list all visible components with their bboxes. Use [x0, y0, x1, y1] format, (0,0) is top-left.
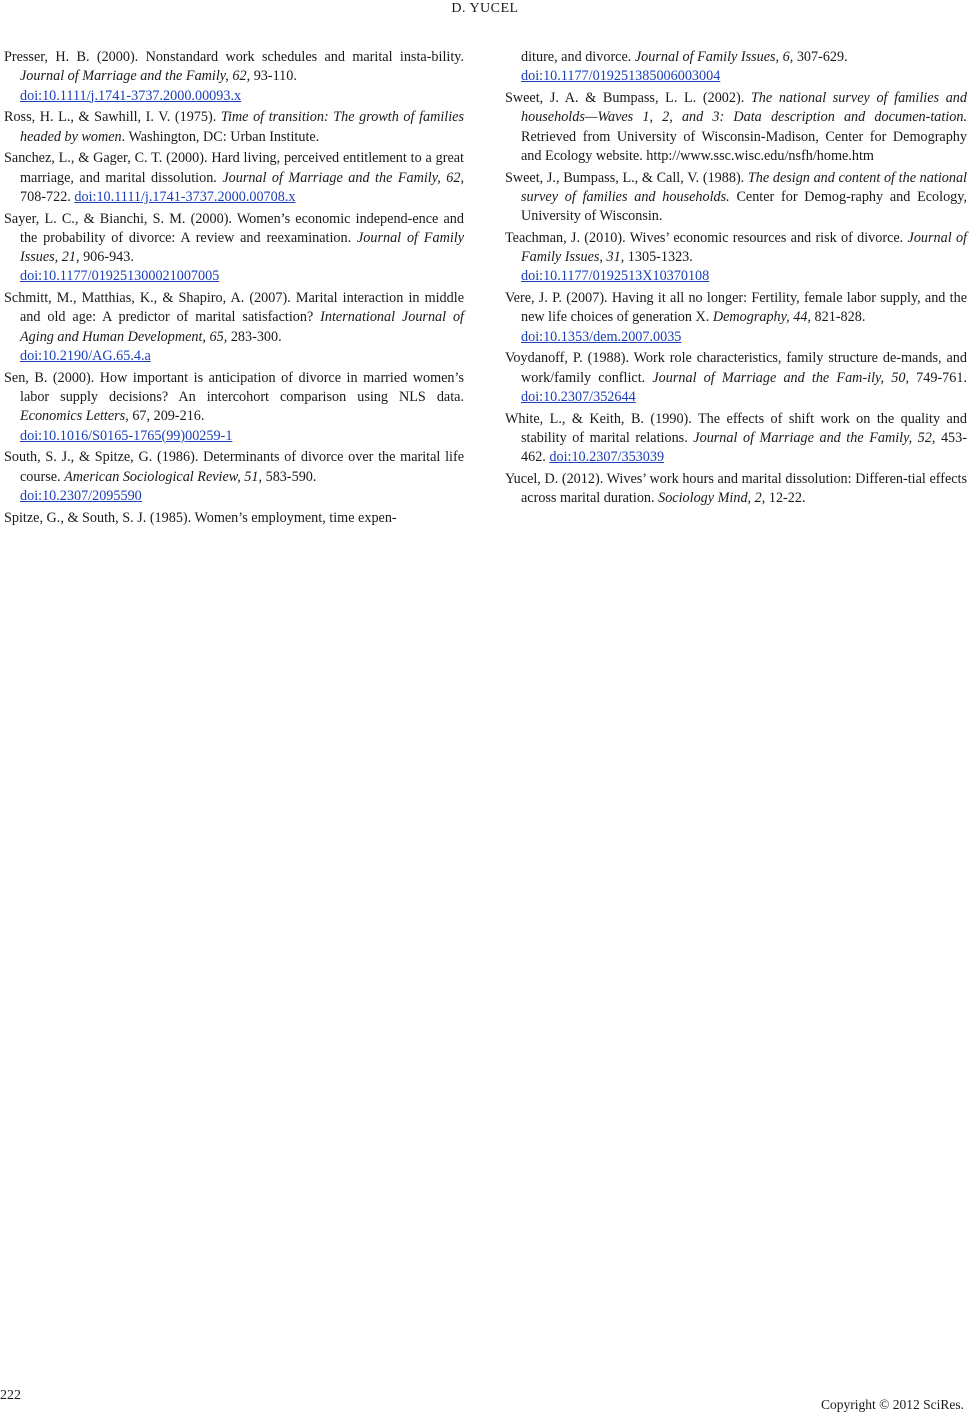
reference-text: Voydanoff, P. (1988). Work role characteristics, family structure de-mands, and work/family conflict. — [505, 350, 967, 386]
reference-details: 1305-1323. — [624, 249, 693, 266]
reference-text: Sweet, J. A. & Bumpass, L. L. (2002). — [505, 89, 751, 106]
reference-text: South, S. J., & Spitze, G. (1986). Determinants of divorce over the marital life course. — [4, 449, 464, 485]
reference-entry — [4, 108, 464, 147]
doi-link[interactable]: doi:10.1177/019251385006003004 — [521, 68, 721, 85]
reference-entry — [505, 48, 967, 87]
reference-text: Teachman, J. (2010). Wives’ economic resources and risk of divorce. — [505, 229, 908, 246]
reference-text: Spitze, G., & South, S. J. (1985). Women’s employment, time expen- — [4, 509, 397, 526]
reference-details: 708-722. — [20, 188, 75, 205]
reference-text: Sen, B. (2000). How important is anticipation of divorce in married women’s labor supply decisions? An intercohort comparison using NLS data. — [4, 369, 464, 405]
reference-source: Sociology Mind, 2, — [658, 490, 766, 507]
doi-link[interactable]: doi:10.1111/j.1741-3737.2000.00093.x — [20, 87, 242, 104]
reference-source: The design and content of the national survey of families and households. — [521, 169, 967, 205]
reference-text: diture, and divorce. — [521, 49, 635, 65]
reference-entry — [505, 349, 967, 407]
reference-source: Journal of Marriage and the Family, 52, — [693, 429, 936, 446]
references-left-column — [4, 48, 464, 530]
page-number: 222 — [0, 1388, 21, 1403]
reference-source: American Sociological Review, 51, — [64, 468, 263, 485]
reference-source: Journal of Family Issues, 31, — [521, 229, 967, 266]
reference-source: Demography, 44, — [712, 309, 811, 326]
reference-details: 283-300. — [227, 328, 282, 345]
doi-link[interactable]: doi:10.1111/j.1741-3737.2000.00708.x — [74, 188, 296, 205]
reference-details: 453-462. — [521, 429, 967, 466]
reference-entry — [505, 470, 967, 509]
reference-details: 749-761. — [909, 369, 968, 386]
reference-source: The national survey of families and households—Waves 1, 2, and 3: Data description and documen-tation. — [521, 89, 967, 126]
reference-details: Retrieved from University of Wisconsin-Madison, Center for Demography and Ecology website. http://www.ssc.wisc.edu/nsfh/home.htm — [521, 128, 967, 164]
doi-link[interactable]: doi:10.1353/dem.2007.0035 — [521, 328, 682, 345]
reference-source: Time of transition: The growth of families headed by women — [20, 109, 464, 145]
reference-details: 307-629. — [793, 49, 848, 65]
reference-details: 93-110. — [250, 68, 297, 85]
reference-entry — [4, 210, 464, 287]
reference-text: Sayer, L. C., & Bianchi, S. M. (2000). Women’s economic independ-ence and the probability of divorce: A review and reexamination. — [4, 210, 464, 246]
reference-entry — [4, 289, 464, 366]
reference-entry — [505, 229, 967, 287]
reference-entry — [505, 289, 967, 347]
reference-text: Schmitt, M., Matthias, K., & Shapiro, A. (2007). Marital interaction in middle and old age: A predictor of marital satisfaction? — [4, 290, 464, 326]
reference-source: Economics Letters — [20, 408, 126, 425]
reference-source: Journal of Marriage and the Family, 62, — [222, 169, 464, 186]
reference-text: Sweet, J., Bumpass, L., & Call, V. (1988). — [505, 169, 748, 186]
doi-link[interactable]: doi:10.2307/353039 — [549, 449, 665, 466]
reference-source: International Journal of Aging and Human Development, 65, — [20, 309, 464, 345]
reference-source: Journal of Marriage and the Family, 62, — [20, 68, 251, 85]
reference-details: . Washington, DC: Urban Institute. — [121, 128, 320, 145]
doi-link[interactable]: doi:10.2307/352644 — [521, 389, 636, 405]
reference-text: Ross, H. L., & Sawhill, I. V. (1975). — [4, 109, 221, 126]
reference-text: Yucel, D. (2012). Wives’ work hours and marital dissolution: Differen-tial effects across marital duration. — [505, 470, 967, 507]
reference-entry — [505, 410, 967, 468]
copyright-notice: Copyright © 2012 SciRes. — [820, 1397, 964, 1412]
reference-entry — [4, 369, 464, 446]
reference-text: Sanchez, L., & Gager, C. T. (2000). Hard living, perceived entitlement to a great marriage, and marital dissolution. — [4, 150, 464, 186]
reference-source: Journal of Family Issues, 6, — [634, 49, 794, 65]
reference-source: Journal of Marriage and the Fam-ily, 50, — [652, 369, 909, 386]
doi-link[interactable]: doi:10.1177/0192513X10370108 — [521, 268, 710, 285]
reference-entry — [4, 448, 464, 506]
reference-details: 906-943. — [79, 249, 134, 266]
reference-details: 583-590. — [262, 468, 317, 485]
reference-text: Presser, H. B. (2000). Nonstandard work schedules and marital insta-bility. — [4, 49, 464, 65]
reference-details: 12-22. — [765, 490, 806, 507]
reference-entry — [505, 89, 967, 166]
reference-entry — [4, 149, 464, 207]
references-right-column — [505, 48, 967, 511]
reference-details: , 67, 209-216. — [125, 408, 205, 425]
reference-entry — [4, 48, 464, 106]
doi-link[interactable]: doi:10.2307/2095590 — [20, 487, 142, 504]
reference-details: Center for Demog-raphy and Ecology, University of Wisconsin. — [521, 188, 967, 225]
reference-text: White, L., & Keith, B. (1990). The effects of shift work on the quality and stability of marital relations. — [505, 410, 967, 446]
reference-entry — [505, 169, 967, 227]
doi-link[interactable]: doi:10.1177/019251300021007005 — [20, 268, 220, 285]
reference-text: Vere, J. P. (2007). Having it all no longer: Fertility, female labor supply, and the new life choices of generation X. — [505, 290, 967, 326]
doi-link[interactable]: doi:10.1016/S0165-1765(99)00259-1 — [20, 427, 233, 444]
reference-entry — [4, 509, 464, 528]
reference-details: 821-828. — [810, 309, 866, 326]
doi-link[interactable]: doi:10.2190/AG.65.4.a — [20, 348, 151, 365]
running-head: D. YUCEL — [451, 1, 519, 16]
reference-source: Journal of Family Issues, 21, — [20, 229, 464, 266]
